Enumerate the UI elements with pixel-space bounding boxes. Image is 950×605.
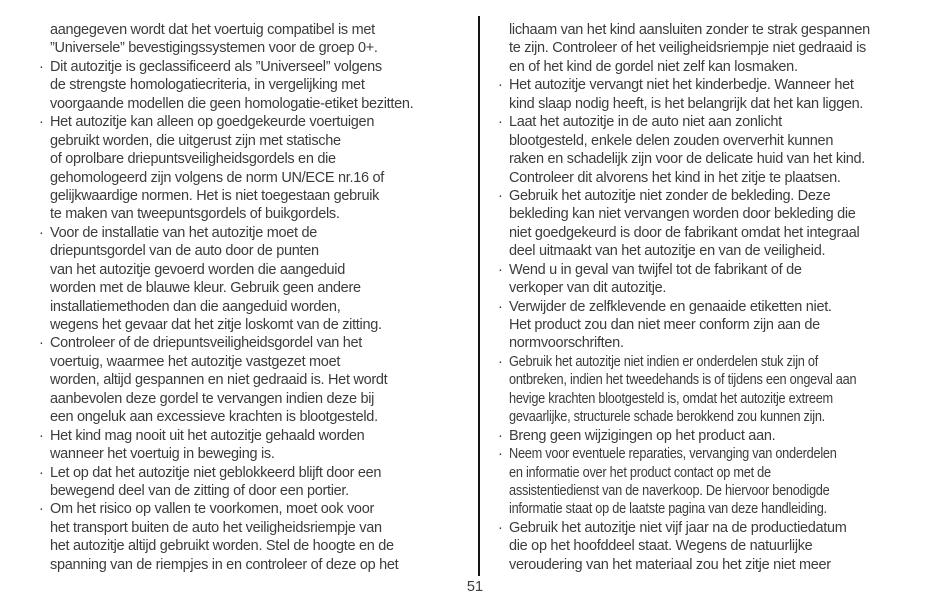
bullet-item — [38, 224, 474, 335]
text-line: Laat het autozitje in de auto niet aan zonlicht — [509, 114, 782, 131]
text-line: en informatie over het product contact op met de — [509, 464, 771, 481]
bullet-item — [38, 464, 474, 501]
text-line: aangegeven wordt dat het voertuig compatibel is met — [50, 22, 375, 38]
text-line: Voor de installatie van het autozitje moet de — [50, 224, 318, 241]
text-line: spanning van de riempjes in en controleer of deze op het — [50, 556, 399, 573]
bullet-item — [497, 353, 933, 427]
continued-paragraph — [38, 21, 474, 58]
text-line: normvoorschriften. — [509, 335, 624, 352]
text-line: aanbevolen deze gordel te vervangen indien deze bij — [50, 390, 375, 407]
text-line: Controleer dit alvorens het kind in het zitje te plaatsen. — [509, 169, 841, 186]
text-line: te maken van tweepuntsgordels of buikgordels. — [50, 206, 340, 223]
bullet-marker: · — [498, 261, 503, 278]
text-line: voorgaande modellen die geen homologatie-etiket bezitten. — [50, 95, 414, 112]
text-line: gevaarlijke, structurele schade berokkend zou kunnen zijn. — [509, 409, 825, 426]
text-line: ”Universele” bevestigingssystemen voor de groep 0+. — [50, 40, 378, 57]
text-line: gelijkwaardige normen. Het is niet toegestaan gebruik — [50, 187, 380, 204]
bullet-marker: · — [498, 446, 503, 463]
text-line: driepuntsgordel van de auto door de punten — [50, 243, 319, 260]
bullet-item — [38, 58, 474, 113]
text-line: verkoper van dit autozitje. — [509, 280, 667, 297]
text-line: en of het kind de gordel niet zelf kan losmaken. — [509, 58, 798, 75]
bullet-item — [497, 113, 933, 187]
text-line: deel uitmaakt van het autozitje en van de veiligheid. — [509, 243, 826, 260]
bullet-marker: · — [498, 298, 503, 315]
right-text-column — [497, 21, 933, 574]
text-line: van het autozitje gevoerd worden die aangeduid — [50, 261, 345, 278]
text-line: het autozitje altijd gebruikt worden. Stel de hoogte en de — [50, 538, 394, 555]
text-line: hevige krachten blootgesteld is, omdat het autozitje extreem — [509, 390, 833, 407]
text-line: die op het hoofddeel staat. Wegens de natuurlijke — [509, 538, 813, 555]
bullet-marker: · — [39, 224, 44, 241]
text-line: Het kind mag nooit uit het autozitje gehaald worden — [50, 427, 365, 444]
continued-paragraph — [497, 21, 933, 76]
column-divider — [478, 16, 480, 576]
text-line: bewegend deel van de zitting of door een portier. — [50, 482, 349, 499]
left-text-column — [38, 21, 474, 574]
text-line: kind slaap nodig heeft, is het belangrijk dat het kan liggen. — [509, 95, 864, 112]
text-line: Het autozitje vervangt niet het kinderbedje. Wanneer het — [509, 77, 854, 94]
text-line: een ongeluk aan excessieve krachten is blootgesteld. — [50, 409, 378, 426]
text-line: Het autozitje kan alleen op goedgekeurde voertuigen — [50, 114, 375, 131]
text-line: informatie staat op de laatste pagina van deze handleiding. — [509, 501, 827, 518]
text-line: Neem voor eventuele reparaties, vervanging van onderdelen — [509, 446, 837, 463]
bullet-item — [497, 261, 933, 298]
text-line: gehomologeerd zijn volgens de norm UN/ECE nr.16 of — [50, 169, 384, 186]
text-line: veroudering van het materiaal zou het zitje niet meer — [509, 556, 831, 573]
text-line: ontbreken, indien het tweedehands is of tijdens een ongeval aan — [509, 372, 857, 389]
bullet-item — [497, 427, 933, 445]
text-line: Wend u in geval van twijfel tot de fabrikant of de — [509, 261, 802, 278]
text-line: worden, altijd gespannen en niet gedraaid is. Het wordt — [50, 372, 388, 389]
text-line: te zijn. Controleer of het veiligheidsriempje niet gedraaid is — [509, 40, 866, 57]
page-number: 51 — [466, 579, 484, 595]
text-line: Dit autozitje is geclassificeerd als ”Universeel” volgens — [50, 58, 382, 75]
bullet-item — [497, 298, 933, 353]
text-line: Controleer of de driepuntsveiligheidsgordel van het — [50, 335, 362, 352]
bullet-marker: · — [498, 114, 503, 131]
bullet-item — [38, 500, 474, 574]
text-line: gebruikt worden, die uitgerust zijn met statische — [50, 132, 341, 149]
bullet-marker: · — [498, 353, 503, 370]
text-line: bekleding kan niet vervangen worden door bekleding die — [509, 206, 856, 223]
bullet-marker: · — [39, 427, 44, 444]
text-line: niet goedgekeurd is door de fabrikant omdat het integraal — [509, 224, 860, 241]
text-line: installatiemethoden dan die aangeduid worden, — [50, 298, 341, 315]
text-line: Let op dat het autozitje niet geblokkeerd blijft door een — [50, 464, 382, 481]
bullet-item — [497, 519, 933, 574]
text-line: raken en schadelijk zijn voor de delicate huid van het kind. — [509, 151, 866, 168]
bullet-marker: · — [39, 335, 44, 352]
text-line: Verwijder de zelfklevende en genaaide etiketten niet. — [509, 298, 832, 315]
bullet-marker: · — [39, 464, 44, 481]
bullet-marker: · — [498, 77, 503, 94]
bullet-item — [38, 334, 474, 426]
text-line: het transport buiten de auto het veiligheidsriempje van — [50, 519, 382, 536]
text-line: de strengste homologatiecriteria, in vergelijking met — [50, 77, 365, 94]
bullet-item — [497, 76, 933, 113]
bullet-item — [497, 445, 933, 519]
text-line: wanneer het voertuig in beweging is. — [50, 446, 275, 463]
text-line: Het product zou dan niet meer conform zijn aan de — [509, 317, 820, 333]
bullet-marker: · — [39, 58, 44, 75]
text-line: Gebruik het autozitje niet indien er onderdelen stuk zijn of — [509, 353, 819, 370]
text-line: Breng geen wijzigingen op het product aan. — [509, 427, 776, 444]
bullet-item — [38, 113, 474, 224]
bullet-marker: · — [498, 187, 503, 204]
text-line: of oprolbare driepuntsveiligheidsgordels en die — [50, 151, 336, 168]
text-line: lichaam van het kind aansluiten zonder te strak gespannen — [509, 22, 870, 38]
text-line: wegens het gevaar dat het zitje loskomt van de zitting. — [50, 317, 382, 333]
text-line: voertuig, waarmee het autozitje vastgezet moet — [50, 353, 341, 370]
text-line: Gebruik het autozitje niet vijf jaar na de productiedatum — [509, 519, 847, 536]
bullet-item — [38, 427, 474, 464]
text-line: worden met de blauwe kleur. Gebruik geen andere — [50, 280, 361, 297]
bullet-marker: · — [39, 501, 44, 518]
bullet-item — [497, 187, 933, 261]
text-line: Om het risico op vallen te voorkomen, moet ook voor — [50, 501, 374, 518]
text-line: assistentiedienst van de naverkoop. De hiervoor benodigde — [509, 482, 830, 499]
text-line: blootgesteld, enkele delen zouden oververhit kunnen — [509, 132, 834, 149]
bullet-marker: · — [498, 519, 503, 536]
bullet-marker: · — [498, 427, 503, 444]
bullet-marker: · — [39, 114, 44, 131]
text-line: Gebruik het autozitje niet zonder de bekleding. Deze — [509, 187, 831, 204]
